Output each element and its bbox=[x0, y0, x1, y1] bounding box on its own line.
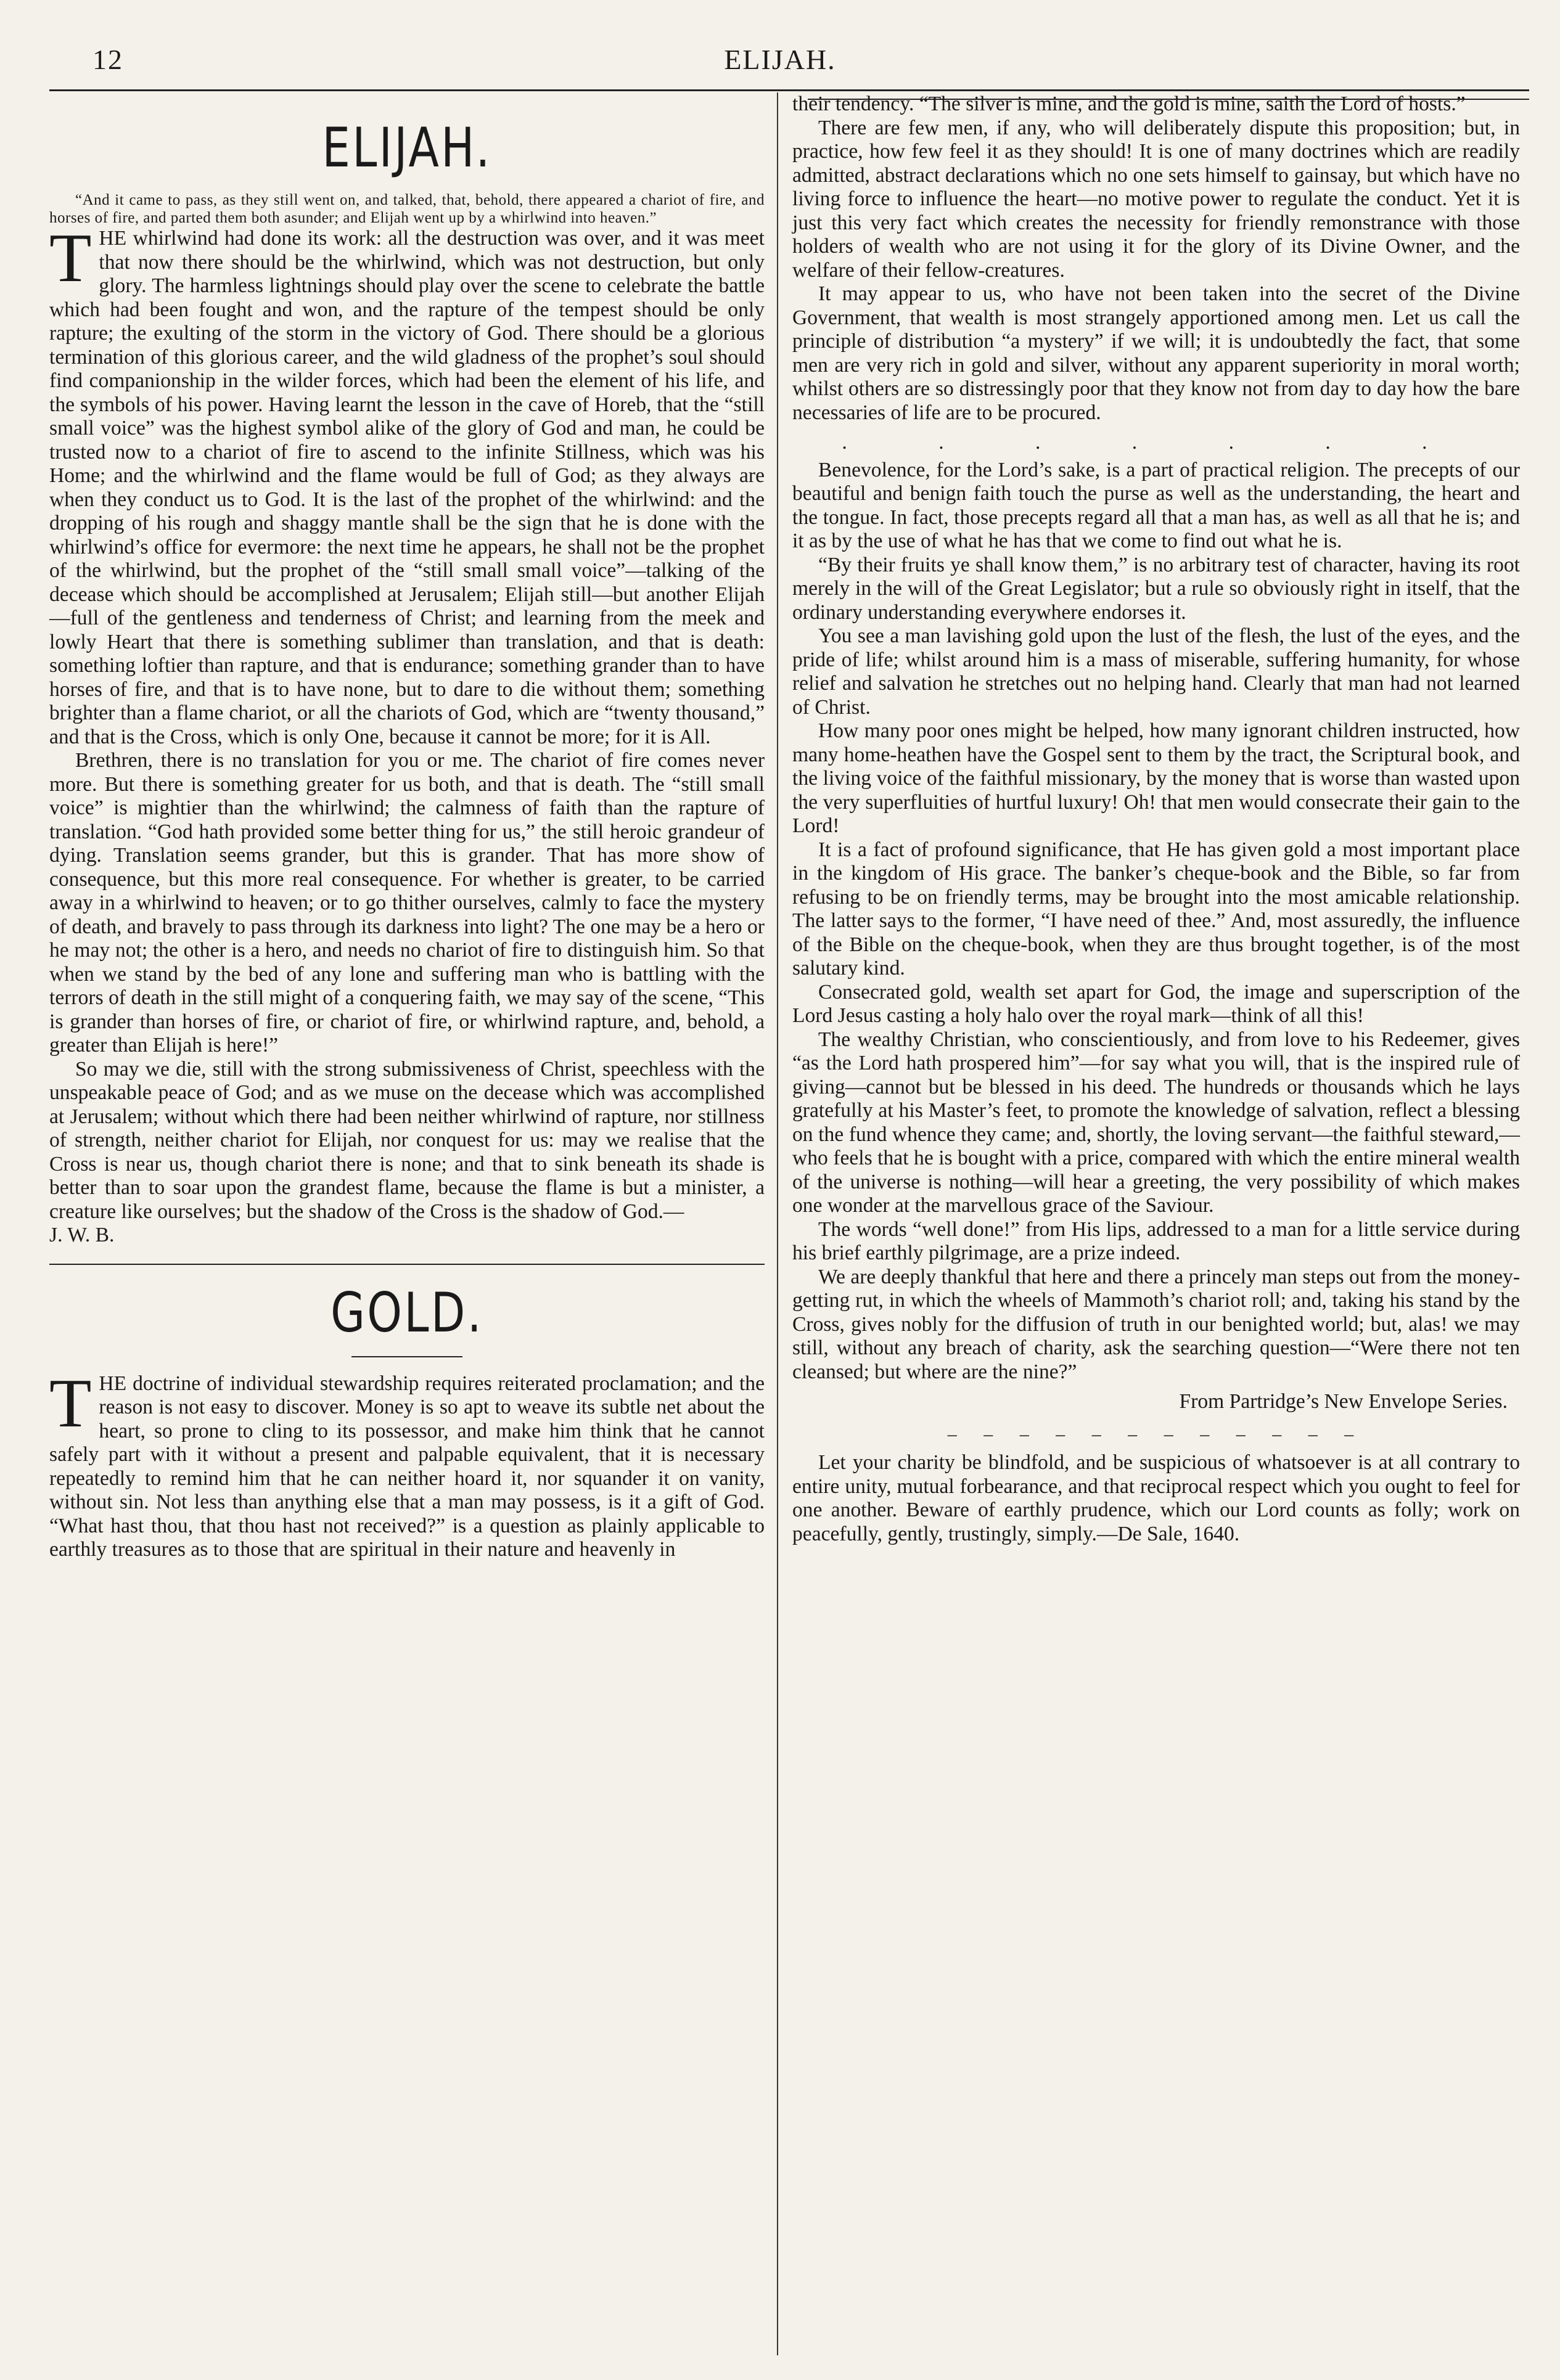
gold-paragraph-13: We are deeply thankful that here and there a princely man steps out from the money-getting rut, in which the wheels of Mammoth’s chariot roll; and, taking his stand by the Cross, gives nobly for the diffusion of truth in our benighted world; but, alas! we may still, without any breach of charity, ask the searching question—“Were there not ten cleansed; but where are the nine?” bbox=[792, 1265, 1520, 1383]
article-separator bbox=[49, 1264, 765, 1265]
elijah-dropcap: T bbox=[49, 220, 92, 296]
gold-paragraph-6: “By their fruits ye shall know them,” is no arbitrary test of character, having its root merely in the will of the Great Legislator; but a rule so obviously right in itself, that the ordinary understanding everywhere endorses it. bbox=[792, 553, 1520, 624]
right-column bbox=[792, 92, 1520, 1546]
running-head bbox=[49, 37, 1511, 86]
gold-attribution: From Partridge’s New Envelope Series. bbox=[1179, 1390, 1508, 1413]
filler-dash-rule: – – – – – – – – – – – – bbox=[947, 1423, 1365, 1444]
elijah-paragraph-3: So may we die, still with the strong submissiveness of Christ, speechless with the unspeakable peace of God; and as we muse on the decease which was accomplished at Jerusalem; without which there had been neither whirlwind of rapture, nor stillness of strength, neither chariot for Elijah, nor conquest for us: may we realise that the Cross is near us, though chariot there is none; and that to sink beneath its shade is better than to soar upon the grandest flame, because the flame is but a minister, a creature like ourselves; but the shadow of the Cross is the shadow of God.— bbox=[49, 1057, 765, 1223]
elijah-signature: J. W. B. bbox=[49, 1224, 115, 1246]
gold-title-rule bbox=[351, 1356, 462, 1357]
page-number: 12 bbox=[92, 44, 123, 75]
gold-paragraph-9: It is a fact of profound significance, that He has given gold a most important place in the kingdom of His grace. The banker’s cheque-book and the Bible, so far from refusing to be on friendly terms, may be brought into the most amicable relationship. The latter says to the former, “I have need of thee.” And, most assuredly, the influence of the Bible on the cheque-book, when they are thus brought together, is of the most salutary kind. bbox=[792, 838, 1520, 979]
gold-paragraph-7: You see a man lavishing gold upon the lust of the flesh, the lust of the eyes, and the pride of life; whilst around him is a mass of miserable, suffering humanity, for whose relief and salvation he stretches out no helping hand. Clearly that man had not learned of Christ. bbox=[792, 624, 1520, 719]
gold-paragraph-4: It may appear to us, who have not been taken into the secret of the Divine Government, that wealth is most strangely apportioned among men. Let us call the principle of distribution “a mystery” if we will; it is undoubtedly the fact, that some men are very rich in gold and silver, without any apparent superiority in moral worth; whilst others are so distressingly poor that they know not from day to day how the bare necessaries of life are to be procured. bbox=[792, 282, 1520, 424]
gold-paragraph-1-text: HE doctrine of individual stewardship requires reiterated proclamation; and the reason is not easy to discover. Money is so apt to weave its subtle net about the heart, so prone to cling to its possessor, and make him think that he cannot safely part with it without a present and palpable equivalent, that it is necessary repeatedly to remind him that he can neither hoard it, nor squander it on vanity, without sin. Not less than anything else that a man may possess, is it a gift of God. “What hast thou, that thou hast not received?” is a question as plainly applicable to earthly treasures as to those that are spiritual in their nature and heavenly in bbox=[49, 1372, 765, 1561]
gold-paragraph-11: The wealthy Christian, who conscientiously, and from love to his Redeemer, gives “as the Lord hath prospered him”—for say what you will, that is the inspired rule of giving—cannot but be blessed in his deed. The hundreds or thousands which he lays gratefully at his Master’s feet, to promote the knowledge of salvation, reflect a blessing on the fund whence they came; and, shortly, the loving servant—the faithful steward,—who feels that he is bought with a price, compared with which the entire mineral wealth of the universe is nothing—will hear a greeting, the very possibility of which makes one wonder at the marvellous grace of the Saviour. bbox=[792, 1028, 1520, 1217]
left-column bbox=[49, 92, 765, 1562]
elijah-paragraph-1-text: HE whirlwind had done its work: all the destruction was over, and it was meet that now there should be the whirlwind, which was not destruction, but only glory. The harmless lightnings should play over the scene to celebrate the battle which had been fought and won, and the rapture of the tempest should be only rapture; the exulting of the storm in the victory of God. There should be a glorious termination of this glorious career, and the wild gladness of the prophet’s soul should find companionship in the wilder forces, which had been the element of his life, and the symbols of his power. Having learnt the lesson in the cave of Horeb, that the “still small voice” was the highest symbol alike of the glory of God and man, he could be trusted now to a chariot of fire to ascend to the infinite Stillness, which was his Home; and the whirlwind and the flame would be full of God; as they always are when they conduct us to God. It is the last of the prophet of the whirlwind: and the dropping of his rough and shaggy mantle shall be the sign that he is done with the whirlwind’s office for evermore: the next time he appears, he shall not be the prophet of the whirlwind, but the prophet of the “still small small voice”—talking of the decease which should be accomplished at Jerusalem; Elijah still—but another Elijah—full of the gentleness and tenderness of Christ; and learning from the meek and lowly Heart that there is something sublimer than translation, and that is death: something loftier than rapture, and that is endurance; something grander than to have horses of fire, and that is to have none, but to dare to die without them; something brighter than a flame chariot, or all the chariots of God, which are “twenty thousand,” and that is the Cross, which is only One, because it cannot be more; for it is All. bbox=[49, 227, 765, 748]
gold-dropcap: T bbox=[49, 1365, 92, 1442]
column-divider bbox=[777, 92, 778, 2355]
gold-paragraph-5: Benevolence, for the Lord’s sake, is a part of practical religion. The precepts of our beautiful and benign faith touch the purse as well as the understanding, the heart and the tongue. In fact, those precepts regard all that a man has, as well as all that he is; and it as by the use of what he has that we come to find out what he is. bbox=[792, 458, 1520, 552]
gold-paragraph-2: their tendency. “The silver is mine, and the gold is mine, saith the Lord of hosts.” bbox=[792, 92, 1466, 115]
gold-paragraph-10: Consecrated gold, wealth set apart for God, the image and superscription of the Lord Jesus casting a holy halo over the royal mark—think of all this! bbox=[792, 980, 1520, 1027]
gold-paragraph-12: The words “well done!” from His lips, addressed to a man for a little service during his brief earthly pilgrimage, are a prize indeed. bbox=[792, 1217, 1520, 1264]
gold-paragraph-8: How many poor ones might be helped, how many ignorant children instructed, how many home-heathen have the Gospel sent to them by the tract, the Scriptural book, and the living voice of the faithful missionary, by the money that is worse than wasted upon the very superfluities of hurtful luxury! Oh! that men would consecrate their gain to the Lord! bbox=[792, 719, 1520, 837]
elijah-paragraph-2: Brethren, there is no translation for you or me. The chariot of fire comes never more. But there is something greater for us both, and that is death. The “still small voice” is mightier than the whirlwind; the calmness of faith than the rapture of translation. “God hath provided some better thing for us,” the still heroic grandeur of dying. Translation seems grander, but this is grander. That has more show of consequence, but this more real consequence. For whether is greater, to be carried away in a whirlwind to heaven; or to go thither ourselves, calmly to face the mystery of death, and bravely to pass through its darkness into light? The one may be a hero or he may not; the other is a hero, and needs no chariot of fire to distinguish him. So that when we stand by the bed of any lone and suffering man who is battling with the terrors of death in the still might of a conquering faith, we may say of the scene, “This is grander than horses of fire, or chariot of fire, or whirlwind rapture, and, behold, a greater than Elijah is here!” bbox=[49, 749, 765, 1057]
section-break-dots: . . . . . . . bbox=[842, 431, 1471, 454]
gold-paragraph-1 bbox=[49, 1365, 765, 1562]
filler-quotation: Let your charity be blindfold, and be suspicious of whatsoever is at all contrary to entire unity, mutual forbearance, and that reciprocal respect which you ought to feel for one another. Beware of earthly prudence, which our Lord counts as folly; work on peacefully, gently, trustingly, simply.—De Sale, 1640. bbox=[792, 1451, 1520, 1545]
running-title: ELIJAH. bbox=[724, 44, 836, 75]
gold-title: GOLD. bbox=[330, 1280, 483, 1344]
elijah-epigraph: “And it came to pass, as they still went on, and talked, that, behold, there appeared a chariot of fire, and horses of fire, and parted them both asunder; and Elijah went up by a whirlwind into heaven.” bbox=[49, 192, 765, 226]
header-rule bbox=[49, 89, 1529, 91]
gold-paragraph-3: There are few men, if any, who will deliberately dispute this proposition; but, in practice, how few feel it as they should! It is one of many doctrines which are readily admitted, abstract declarations which no one sets himself to gainsay, but which have no living force to influence the heart—no motive power to regulate the conduct. Yet it is just this very fact which creates the necessity for friendly remonstrance with those holders of wealth who are not using it for the glory of its Divine Owner, and the welfare of their fellow-creatures. bbox=[792, 116, 1520, 282]
elijah-title: ELIJAH. bbox=[322, 116, 492, 179]
elijah-paragraph-1 bbox=[49, 220, 765, 749]
